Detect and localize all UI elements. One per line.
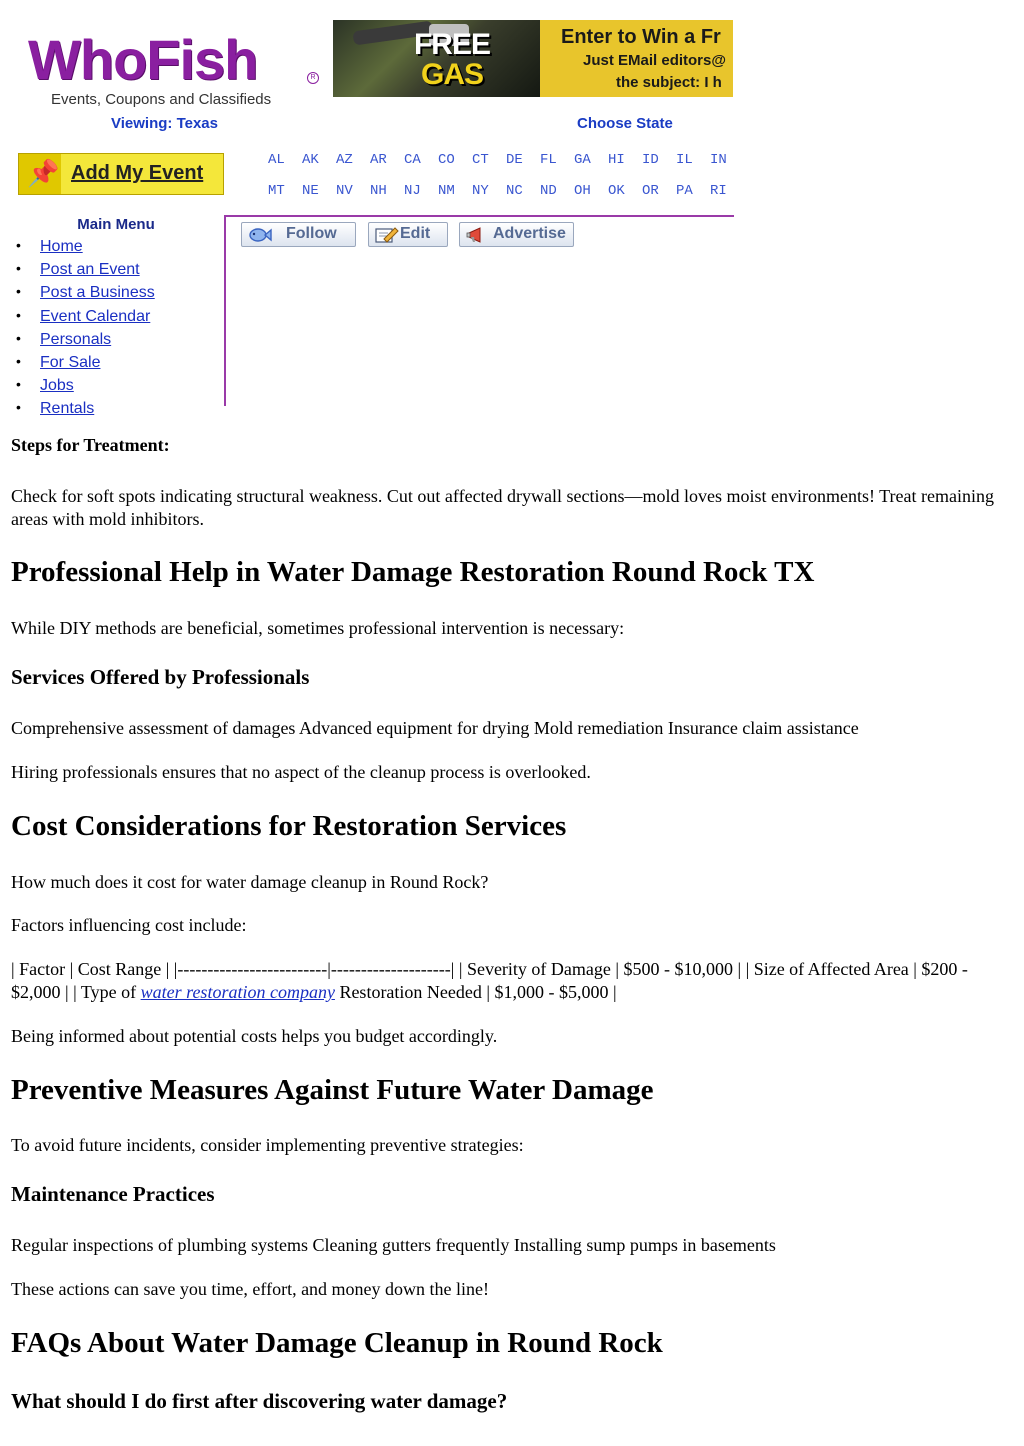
menu-link-personals[interactable]: Personals xyxy=(40,330,112,348)
bullet: • xyxy=(16,399,21,416)
professional-help-heading: Professional Help in Water Damage Restoration Round Rock TX xyxy=(11,556,815,588)
informed-paragraph: Being informed about potential costs helps you budget accordingly. xyxy=(11,1026,498,1046)
state-link[interactable]: IL xyxy=(676,152,693,168)
state-link[interactable]: OH xyxy=(574,183,591,199)
edit-label: Edit xyxy=(400,225,431,242)
menu-link-rentals[interactable]: Rentals xyxy=(40,400,95,418)
faqs-heading: FAQs About Water Damage Cleanup in Round Rock xyxy=(11,1327,663,1359)
state-link[interactable]: MT xyxy=(268,183,285,199)
banner-email-line: Just EMail editors@ xyxy=(583,52,726,69)
bullet: • xyxy=(16,352,21,369)
diy-paragraph: While DIY methods are beneficial, sometimes professional intervention is necessary: xyxy=(11,618,625,638)
menu-link-event-calendar[interactable]: Event Calendar xyxy=(40,307,151,325)
advertise-label: Advertise xyxy=(493,225,566,242)
main-menu-title: Main Menu xyxy=(77,216,155,233)
first-step-question: What should I do first after discovering water damage? xyxy=(11,1389,508,1413)
steps-heading: Steps for Treatment: xyxy=(11,435,170,455)
logo-tagline: Events, Coupons and Classifieds xyxy=(51,91,272,108)
maintenance-heading: Maintenance Practices xyxy=(11,1182,215,1206)
actions-paragraph: These actions can save you time, effort, and money down the line! xyxy=(11,1279,490,1299)
edit-pencil-icon xyxy=(375,226,399,244)
state-link[interactable]: ID xyxy=(642,152,659,168)
state-link[interactable]: CT xyxy=(472,152,489,168)
state-link[interactable]: DE xyxy=(506,152,523,168)
banner-free: FREE xyxy=(413,28,490,61)
state-link[interactable]: AK xyxy=(302,152,319,168)
state-link[interactable]: AR xyxy=(370,152,387,168)
state-link[interactable]: OR xyxy=(642,183,659,199)
services-heading: Services Offered by Professionals xyxy=(11,665,310,689)
state-link[interactable]: PA xyxy=(676,183,693,199)
menu-link-for-sale[interactable]: For Sale xyxy=(40,353,101,371)
follow-button[interactable] xyxy=(241,222,356,247)
pushpin-icon: 📌 xyxy=(27,159,60,188)
bullet: • xyxy=(16,237,21,253)
banner-headline: Enter to Win a Fr xyxy=(561,26,721,48)
state-link[interactable]: OK xyxy=(608,183,625,199)
state-link[interactable]: NH xyxy=(370,183,387,199)
water-restoration-company-link[interactable]: water restoration company xyxy=(140,982,335,1002)
banner-free-gas-text xyxy=(407,30,497,90)
free-gas-banner-ad[interactable] xyxy=(333,20,733,97)
services-paragraph: Comprehensive assessment of damages Advanced equipment for drying Mold remediation Insurance claim assistance xyxy=(11,718,859,738)
megaphone-icon xyxy=(466,226,490,244)
state-link[interactable]: NY xyxy=(472,183,489,199)
cost-heading: Cost Considerations for Restoration Services xyxy=(11,810,567,842)
main-menu xyxy=(14,215,224,418)
cost-table-part-1: | Factor | Cost Range | |-------------------------|--------------------| | Severity of Damage | $500 - $10,000 | | Size of Affected Area | $200 - $2,000 | | Type of xyxy=(11,959,968,1002)
steps-paragraph: Check for soft spots indicating structural weakness. Cut out affected drywall sections—mold loves moist environments! Treat remaining areas with mold inhibitors. xyxy=(11,486,994,529)
content-frame-left-border xyxy=(224,215,226,406)
menu-link-post-business[interactable]: Post a Business xyxy=(40,284,155,302)
banner-subject-line: the subject: I h xyxy=(616,74,722,91)
content-frame-top-border xyxy=(224,215,734,217)
state-link[interactable]: IN xyxy=(710,152,727,168)
bullet: • xyxy=(16,376,21,393)
state-selector xyxy=(268,150,734,210)
state-link[interactable]: NE xyxy=(302,183,319,199)
add-my-event-label: Add My Event xyxy=(71,162,204,184)
state-link[interactable]: HI xyxy=(608,152,625,168)
fish-icon xyxy=(248,226,272,244)
add-my-event-button[interactable] xyxy=(18,153,224,195)
how-much-paragraph: How much does it cost for water damage cleanup in Round Rock? xyxy=(11,872,489,892)
bullet: • xyxy=(16,283,21,300)
cost-table-text xyxy=(11,958,1011,1004)
edit-button[interactable] xyxy=(368,222,448,247)
choose-state-label: Choose State xyxy=(577,115,673,132)
whofish-logo[interactable] xyxy=(28,28,324,112)
logo-wordmark: WhoFish xyxy=(28,28,258,91)
bullet: • xyxy=(16,260,21,277)
pin-icon-box xyxy=(19,154,61,194)
menu-link-jobs[interactable]: Jobs xyxy=(40,377,74,395)
banner-gas: GAS xyxy=(420,58,483,91)
state-row-2 xyxy=(268,181,744,200)
state-link[interactable]: NV xyxy=(336,183,353,199)
state-link[interactable]: FL xyxy=(540,152,557,168)
bullet: • xyxy=(16,306,21,323)
regular-paragraph: Regular inspections of plumbing systems Cleaning gutters frequently Installing sump pumps in basements xyxy=(11,1235,776,1255)
state-link[interactable]: NJ xyxy=(404,183,421,199)
state-link[interactable]: NC xyxy=(506,183,523,199)
avoid-paragraph: To avoid future incidents, consider implementing preventive strategies: xyxy=(11,1135,524,1155)
preventive-heading: Preventive Measures Against Future Water Damage xyxy=(11,1074,654,1106)
state-link[interactable]: AL xyxy=(268,152,285,168)
state-link[interactable]: CO xyxy=(438,152,455,168)
state-link[interactable]: CA xyxy=(404,152,421,168)
advertise-button[interactable] xyxy=(459,222,574,247)
menu-link-post-event[interactable]: Post an Event xyxy=(40,261,140,279)
menu-link-home[interactable]: Home xyxy=(40,238,83,255)
bullet: • xyxy=(16,329,21,346)
cost-table-part-2: Restoration Needed | $1,000 - $5,000 | xyxy=(334,982,617,1002)
viewing-state-label: Viewing: Texas xyxy=(111,115,218,132)
follow-label: Follow xyxy=(286,225,337,242)
state-link[interactable]: ND xyxy=(540,183,557,199)
factors-paragraph: Factors influencing cost include: xyxy=(11,915,247,935)
state-link[interactable]: AZ xyxy=(336,152,353,168)
hiring-paragraph: Hiring professionals ensures that no aspect of the cleanup process is overlooked. xyxy=(11,762,591,782)
state-link[interactable]: RI xyxy=(710,183,727,199)
state-row-1 xyxy=(268,150,744,169)
state-link[interactable]: GA xyxy=(574,152,591,168)
state-link[interactable]: NM xyxy=(438,183,455,199)
registered-mark: R xyxy=(307,72,319,84)
